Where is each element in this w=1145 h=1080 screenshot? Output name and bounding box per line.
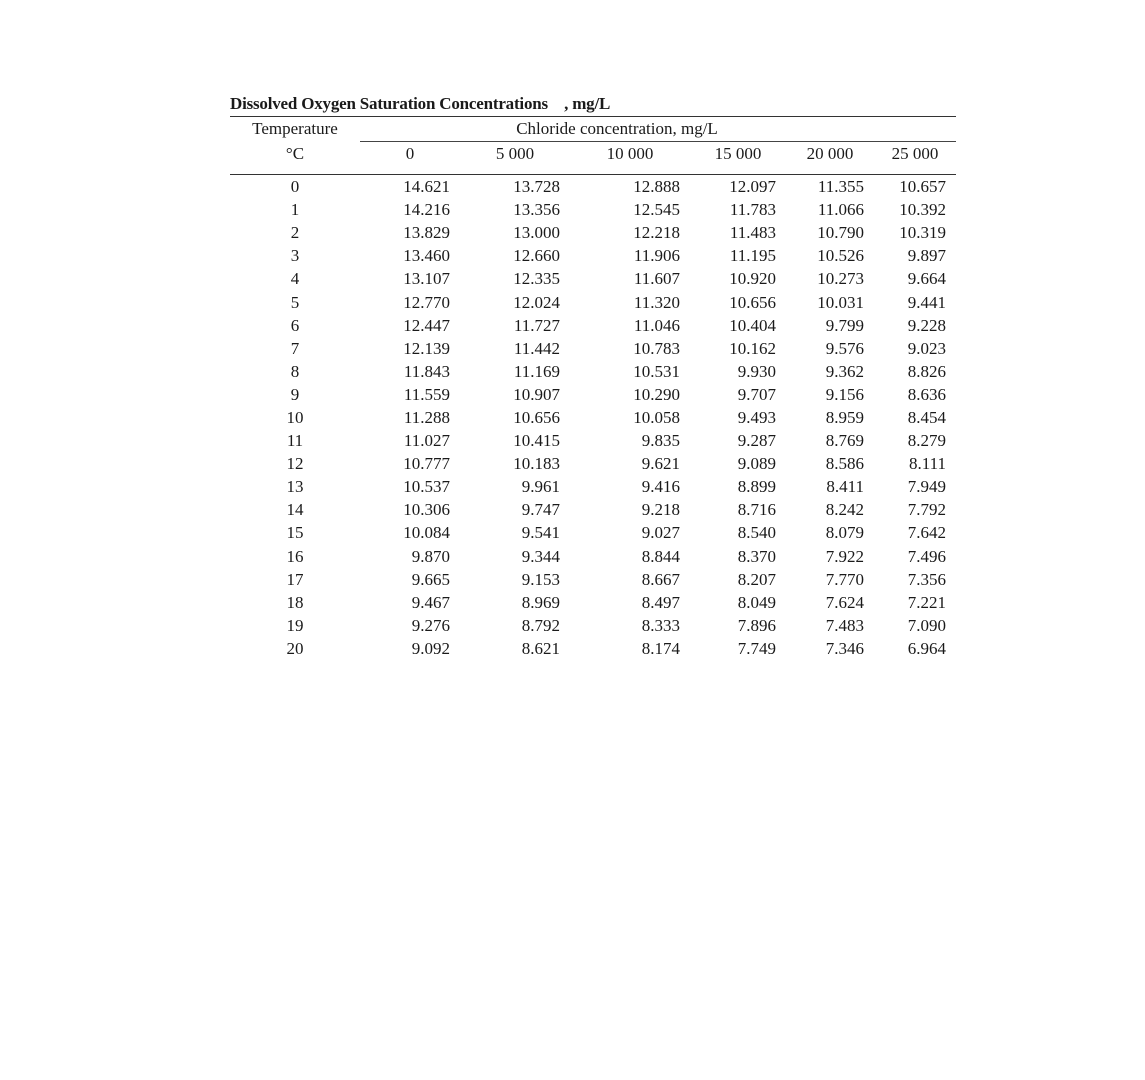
value-cell: 13.107 xyxy=(403,269,450,289)
value-cell: 9.799 xyxy=(825,315,864,335)
header-row-1 xyxy=(230,117,956,142)
temperature-cell: 9 xyxy=(290,384,300,404)
column-header: 0 xyxy=(405,144,415,163)
value-cell: 9.576 xyxy=(825,338,864,358)
temperature-cell: 7 xyxy=(290,338,300,358)
value-cell: 7.949 xyxy=(907,477,946,497)
temperature-cell: 8 xyxy=(290,361,300,381)
value-cell: 12.888 xyxy=(633,177,680,197)
value-cell: 10.907 xyxy=(513,384,560,404)
value-cell: 10.531 xyxy=(633,361,680,381)
value-cell: 10.783 xyxy=(633,338,680,358)
value-cell: 9.664 xyxy=(907,269,946,289)
value-cell: 14.216 xyxy=(403,200,450,220)
value-cell: 7.483 xyxy=(825,615,864,635)
value-cell: 11.355 xyxy=(817,177,864,197)
value-cell: 10.058 xyxy=(633,407,680,427)
value-cell: 8.540 xyxy=(737,523,776,543)
temperature-cell: 10 xyxy=(286,407,304,427)
value-cell: 8.333 xyxy=(641,615,680,635)
value-cell: 7.770 xyxy=(825,569,864,589)
value-cell: 9.930 xyxy=(737,361,776,381)
value-cell: 13.000 xyxy=(513,223,560,243)
value-cell: 8.959 xyxy=(825,407,864,427)
value-cell: 8.667 xyxy=(641,569,680,589)
temperature-cell: 14 xyxy=(286,500,304,520)
value-cell: 10.657 xyxy=(899,177,946,197)
value-cell: 8.969 xyxy=(521,592,560,612)
table-row xyxy=(230,614,956,637)
value-cell: 9.027 xyxy=(641,523,680,543)
value-cell: 8.207 xyxy=(737,569,776,589)
value-cell: 7.749 xyxy=(737,638,776,658)
temperature-unit: °C xyxy=(285,143,305,163)
value-cell: 7.642 xyxy=(907,523,946,543)
value-cell: 10.084 xyxy=(403,523,450,543)
temperature-header: Temperature xyxy=(252,119,338,139)
table-title: Dissolved Oxygen Saturation Concentrations , mg/L xyxy=(230,94,611,113)
value-cell: 9.089 xyxy=(737,454,776,474)
value-cell: 12.660 xyxy=(513,246,560,266)
temperature-cell: 13 xyxy=(286,477,304,497)
value-cell: 8.586 xyxy=(825,454,864,474)
table-row xyxy=(230,198,956,221)
temperature-cell: 6 xyxy=(290,315,300,335)
value-cell: 10.656 xyxy=(513,407,560,427)
value-cell: 10.537 xyxy=(403,477,450,497)
value-cell: 12.024 xyxy=(513,292,560,312)
value-cell: 13.728 xyxy=(513,177,560,197)
table-row xyxy=(230,475,956,498)
value-cell: 9.493 xyxy=(737,407,776,427)
table-row xyxy=(230,406,956,429)
value-cell: 9.023 xyxy=(907,338,946,358)
value-cell: 7.896 xyxy=(737,615,776,635)
temperature-cell: 18 xyxy=(286,592,304,612)
value-cell: 9.416 xyxy=(641,477,680,497)
value-cell: 8.716 xyxy=(737,500,776,520)
value-cell: 8.242 xyxy=(825,500,864,520)
value-cell: 10.162 xyxy=(729,338,776,358)
column-header: 5 000 xyxy=(495,144,535,163)
value-cell: 10.404 xyxy=(729,315,776,335)
temperature-cell: 4 xyxy=(290,269,300,289)
value-cell: 11.727 xyxy=(513,315,560,335)
value-cell: 12.335 xyxy=(513,269,560,289)
value-cell: 10.183 xyxy=(513,454,560,474)
value-cell: 10.526 xyxy=(817,246,864,266)
chloride-header: Chloride concentration, mg/L xyxy=(360,117,874,142)
temperature-cell: 16 xyxy=(286,546,304,566)
value-cell: 8.111 xyxy=(909,454,946,474)
value-cell: 8.636 xyxy=(907,384,946,404)
value-cell: 7.221 xyxy=(907,592,946,612)
value-cell: 8.844 xyxy=(641,546,680,566)
value-cell: 9.541 xyxy=(521,523,560,543)
value-cell: 7.922 xyxy=(825,546,864,566)
table-row xyxy=(230,545,956,568)
table-row xyxy=(230,221,956,244)
temperature-cell: 2 xyxy=(290,223,300,243)
table-row xyxy=(230,498,956,521)
value-cell: 9.276 xyxy=(411,615,450,635)
table-row xyxy=(230,175,956,198)
temperature-cell: 15 xyxy=(286,523,304,543)
value-cell: 8.497 xyxy=(641,592,680,612)
table-body xyxy=(230,175,956,660)
table-row xyxy=(230,568,956,591)
table-row xyxy=(230,267,956,290)
value-cell: 13.460 xyxy=(403,246,450,266)
value-cell: 11.046 xyxy=(633,315,680,335)
value-cell: 9.621 xyxy=(641,454,680,474)
value-cell: 10.290 xyxy=(633,384,680,404)
table-row xyxy=(230,452,956,475)
value-cell: 11.320 xyxy=(633,292,680,312)
value-cell: 11.066 xyxy=(817,200,864,220)
value-cell: 12.097 xyxy=(729,177,776,197)
value-cell: 9.870 xyxy=(411,546,450,566)
table-row xyxy=(230,244,956,267)
column-header: 15 000 xyxy=(714,144,762,163)
value-cell: 11.027 xyxy=(403,431,450,451)
value-cell: 13.356 xyxy=(513,200,560,220)
table-row xyxy=(230,314,956,337)
value-cell: 8.899 xyxy=(737,477,776,497)
value-cell: 9.747 xyxy=(521,500,560,520)
value-cell: 9.153 xyxy=(521,569,560,589)
value-cell: 9.362 xyxy=(825,361,864,381)
chloride-header-tail xyxy=(874,117,956,142)
value-cell: 11.607 xyxy=(633,269,680,289)
value-cell: 11.442 xyxy=(513,338,560,358)
value-cell: 10.415 xyxy=(513,431,560,451)
table-row xyxy=(230,290,956,313)
value-cell: 11.169 xyxy=(513,361,560,381)
value-cell: 12.545 xyxy=(633,200,680,220)
value-cell: 14.621 xyxy=(403,177,450,197)
table-row xyxy=(230,591,956,614)
table-row xyxy=(230,429,956,452)
value-cell: 8.279 xyxy=(907,431,946,451)
value-cell: 10.777 xyxy=(403,454,450,474)
value-cell: 10.031 xyxy=(817,292,864,312)
value-cell: 11.483 xyxy=(729,223,776,243)
value-cell: 7.792 xyxy=(907,500,946,520)
temperature-cell: 11 xyxy=(286,431,304,451)
value-cell: 6.964 xyxy=(907,638,946,658)
value-cell: 8.174 xyxy=(641,638,680,658)
temperature-cell: 20 xyxy=(286,638,304,658)
temperature-cell: 1 xyxy=(290,200,300,220)
value-cell: 12.447 xyxy=(403,315,450,335)
oxygen-saturation-body xyxy=(230,175,956,660)
table-row xyxy=(230,360,956,383)
value-cell: 11.195 xyxy=(729,246,776,266)
value-cell: 9.218 xyxy=(641,500,680,520)
temperature-cell: 19 xyxy=(286,615,304,635)
value-cell: 10.656 xyxy=(729,292,776,312)
value-cell: 12.139 xyxy=(403,338,450,358)
value-cell: 7.356 xyxy=(907,569,946,589)
value-cell: 10.392 xyxy=(899,200,946,220)
column-header: 10 000 xyxy=(606,144,654,163)
temperature-cell: 3 xyxy=(290,246,300,266)
table-row xyxy=(230,637,956,660)
value-cell: 9.287 xyxy=(737,431,776,451)
column-header: 25 000 xyxy=(891,144,939,163)
value-cell: 8.370 xyxy=(737,546,776,566)
value-cell: 8.049 xyxy=(737,592,776,612)
value-cell: 12.770 xyxy=(403,292,450,312)
table-row xyxy=(230,383,956,406)
value-cell: 8.621 xyxy=(521,638,560,658)
value-cell: 9.092 xyxy=(411,638,450,658)
temperature-cell: 5 xyxy=(290,292,300,312)
value-cell: 8.411 xyxy=(826,477,864,497)
value-cell: 9.665 xyxy=(411,569,450,589)
value-cell: 9.835 xyxy=(641,431,680,451)
value-cell: 9.156 xyxy=(825,384,864,404)
value-cell: 8.454 xyxy=(907,407,946,427)
value-cell: 7.090 xyxy=(907,615,946,635)
table-row xyxy=(230,337,956,360)
value-cell: 8.792 xyxy=(521,615,560,635)
value-cell: 11.783 xyxy=(729,200,776,220)
value-cell: 10.790 xyxy=(817,223,864,243)
value-cell: 7.624 xyxy=(825,592,864,612)
value-cell: 9.228 xyxy=(907,315,946,335)
value-cell: 10.920 xyxy=(729,269,776,289)
value-cell: 11.559 xyxy=(403,384,450,404)
value-cell: 8.769 xyxy=(825,431,864,451)
temperature-cell: 17 xyxy=(286,569,304,589)
value-cell: 8.826 xyxy=(907,361,946,381)
header-row-2 xyxy=(230,142,956,167)
value-cell: 13.829 xyxy=(403,223,450,243)
value-cell: 11.843 xyxy=(403,361,450,381)
value-cell: 8.079 xyxy=(825,523,864,543)
temperature-cell: 0 xyxy=(290,177,300,197)
value-cell: 10.319 xyxy=(899,223,946,243)
value-cell: 10.306 xyxy=(403,500,450,520)
value-cell: 7.496 xyxy=(907,546,946,566)
value-cell: 11.288 xyxy=(403,407,450,427)
column-header: 20 000 xyxy=(806,144,854,163)
value-cell: 9.441 xyxy=(907,292,946,312)
value-cell: 7.346 xyxy=(825,638,864,658)
value-cell: 10.273 xyxy=(817,269,864,289)
value-cell: 9.344 xyxy=(521,546,560,566)
value-cell: 11.906 xyxy=(633,246,680,266)
value-cell: 9.707 xyxy=(737,384,776,404)
document-page xyxy=(230,92,956,660)
value-cell: 9.467 xyxy=(411,592,450,612)
table-row xyxy=(230,521,956,544)
oxygen-saturation-table xyxy=(230,117,956,166)
value-cell: 12.218 xyxy=(633,223,680,243)
value-cell: 9.961 xyxy=(521,477,560,497)
value-cell: 9.897 xyxy=(907,246,946,266)
temperature-cell: 12 xyxy=(286,454,304,474)
